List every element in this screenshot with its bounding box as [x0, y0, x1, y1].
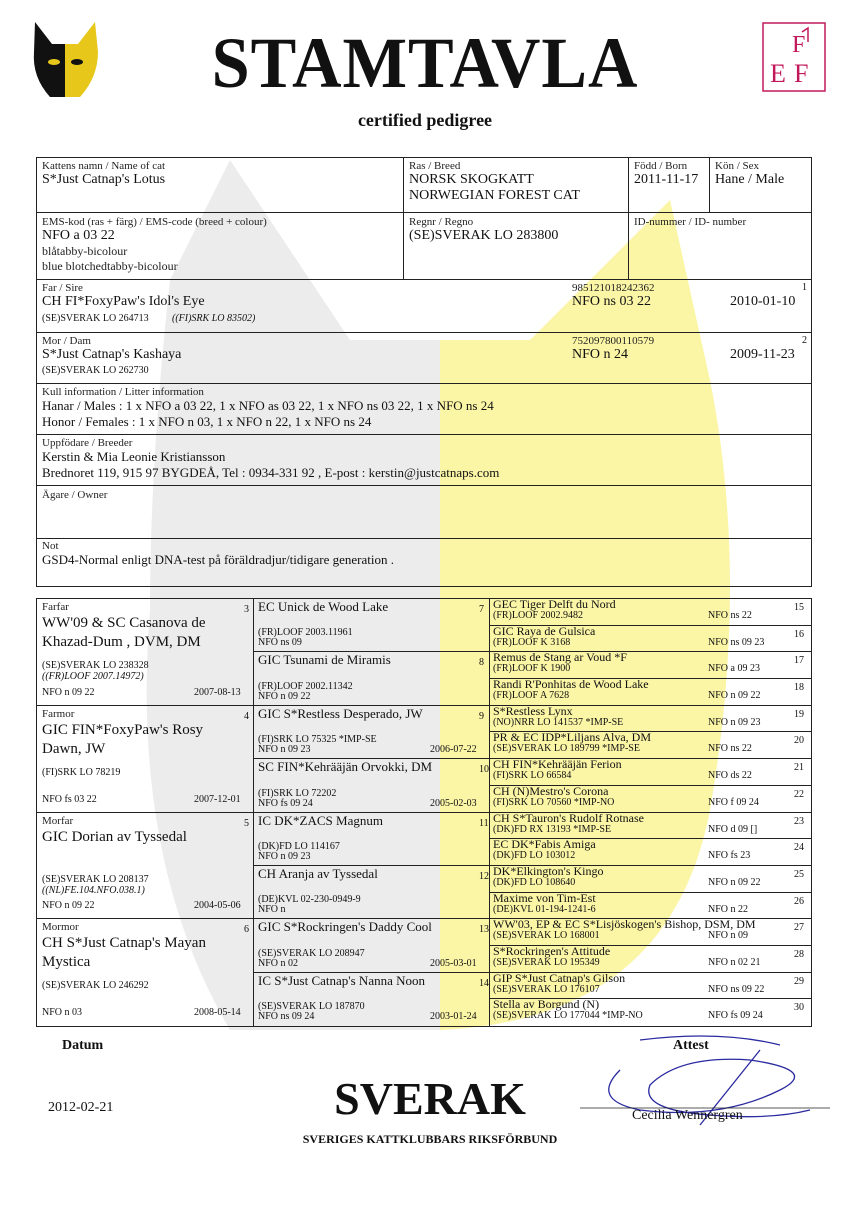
signer-name: Cecilia Wennergren: [632, 1108, 743, 1123]
gg-grandparent-number: 21: [794, 762, 804, 774]
born-date: 2011-11-17: [634, 172, 699, 187]
dam-chip: 752097800110579: [572, 335, 655, 347]
gg-grandparent-name: GIC Raya de Gulsica: [493, 623, 596, 638]
gg-grandparent-regno: (FR)LOOF K 3168: [493, 636, 571, 648]
owner-label: Ägare / Owner: [42, 489, 108, 501]
grandparent-name: WW'09 & SC Casanova de Khazad-Dum , DVM, DM: [42, 615, 206, 650]
great-grandparent-name: GIC S*Rockringen's Daddy Cool: [258, 919, 432, 935]
svg-text:F: F: [794, 59, 809, 88]
grandparent-regno-origin: ((FR)LOOF 2007.14972): [42, 671, 144, 682]
id-number-label: ID-nummer / ID- number: [634, 216, 747, 228]
gg-grandparent-name: S*Restless Lynx: [493, 703, 573, 718]
great-grandparent-number: 14: [479, 977, 489, 989]
svg-text:F: F: [792, 32, 806, 58]
breeder-label: Uppfödare / Breeder: [42, 437, 133, 449]
born-label: Född / Born: [634, 160, 688, 172]
attest-label: Attest: [673, 1038, 709, 1053]
sire-regno: (SE)SVERAK LO 264713: [42, 313, 149, 324]
great-grandparent-name: SC FIN*Kehrääjän Orvokki, DM: [258, 759, 433, 775]
sire-number: 1: [802, 282, 807, 293]
grandparent-number: 5: [244, 817, 249, 829]
grandparent-ems: NFO n 03: [42, 1007, 83, 1018]
grandparent-regno: (SE)SVERAK LO 238328: [42, 660, 149, 671]
document-title: STAMTAVLA: [211, 23, 639, 103]
datum-label: Datum: [62, 1038, 104, 1053]
great-grandparent-regno: (FR)LOOF 2002.11342: [258, 680, 353, 692]
great-grandparent-ems: NFO n 02: [258, 957, 299, 969]
great-grandparent-regno: (DE)KVL 02-230-0949-9: [258, 894, 361, 906]
dam-name: S*Just Catnap's Kashaya: [42, 347, 182, 362]
sire-born: 2010-01-10: [730, 294, 796, 309]
gg-grandparent-ems: NFO n 02 21: [708, 956, 761, 968]
great-grandparent-number: 13: [479, 924, 489, 936]
litter-females: Honor / Females : 1 x NFO n 03, 1 x NFO n 22, 1 x NFO ns 24: [42, 414, 372, 429]
grandparent-label: Morfar: [42, 814, 74, 827]
sire-label: Far / Sire: [42, 282, 83, 294]
gg-grandparent-number: 17: [794, 655, 804, 667]
great-grandparent-ems: NFO fs 09 24: [258, 797, 313, 809]
great-grandparent-name: EC Unick de Wood Lake: [258, 599, 389, 614]
gg-grandparent-name: CH (N)Mestro's Corona: [493, 783, 609, 798]
gg-grandparent-ems: NFO d 09 []: [708, 823, 758, 835]
gg-grandparent-regno: (FI)SRK LO 70560 *IMP-NO: [493, 796, 615, 808]
gg-grandparent-ems: NFO ns 09 22: [708, 983, 765, 995]
fife-logo: [762, 22, 826, 92]
gg-grandparent-number: 15: [794, 602, 804, 613]
grandparent-label: Farfar: [42, 601, 69, 613]
grandparent-born: 2007-08-13: [194, 686, 241, 698]
great-grandparent-number: 12: [479, 870, 489, 882]
gg-grandparent-number: 26: [794, 895, 804, 907]
regno-label: Regnr / Regno: [409, 216, 474, 228]
great-grandparent-ems: NFO n 09 22: [258, 690, 311, 702]
ems-label: EMS-kod (ras + färg) / EMS-code (breed + colour): [42, 216, 267, 228]
grandparent-regno-origin: ((NL)FE.104.NFO.038.1): [42, 884, 145, 896]
gg-grandparent-ems: NFO n 09 23: [708, 716, 761, 728]
gg-grandparent-regno: (DK)FD LO 108640: [493, 876, 576, 888]
great-grandparent-regno: (SE)SVERAK LO 208947: [258, 947, 365, 959]
great-grandparent-number: 7: [479, 604, 484, 615]
gg-grandparent-name: CH FIN*Kehrääjän Ferion: [493, 757, 622, 772]
gg-grandparent-regno: (DE)KVL 01-194-1241-6: [493, 903, 596, 915]
grandparent-name: GIC Dorian av Tyssedal: [42, 828, 187, 845]
svg-text:E: E: [770, 59, 786, 88]
grandparent-born: 2008-05-14: [194, 1007, 241, 1018]
great-grandparent-ems: NFO ns 09: [258, 637, 302, 649]
gg-grandparent-name: EC DK*Fabis Amiga: [493, 837, 596, 852]
gg-grandparent-number: 16: [794, 628, 804, 640]
gg-grandparent-name: GIP S*Just Catnap's Gilson: [493, 970, 626, 985]
breeder-name: Kerstin & Mia Leonie Kristiansson: [42, 449, 226, 464]
great-grandparent-name: IC S*Just Catnap's Nanna Noon: [258, 972, 426, 988]
gg-grandparent-name: PR & EC IDP*Liljans Alva, DM: [493, 730, 652, 745]
gg-grandparent-name: Stella av Borgund (N): [493, 997, 600, 1012]
dam-born: 2009-11-23: [730, 347, 795, 362]
grandparent-label: Farmor: [42, 707, 75, 720]
gg-grandparent-ems: NFO a 09 23: [708, 663, 760, 675]
grandparent-ems: NFO fs 03 22: [42, 793, 97, 805]
great-grandparent-name: IC DK*ZACS Magnum: [258, 812, 383, 828]
great-grandparent-name: GIC Tsunami de Miramis: [258, 652, 391, 668]
gg-grandparent-number: 28: [794, 948, 804, 960]
great-grandparent-name: GIC S*Restless Desperado, JW: [258, 705, 423, 721]
gg-grandparent-name: Randi R'Ponhitas de Wood Lake: [493, 677, 649, 692]
gg-grandparent-ems: NFO ns 22: [708, 610, 752, 621]
great-grandparent-ems: NFO n 09 23: [258, 850, 311, 862]
grandparent-ems: NFO n 09 22: [42, 686, 95, 698]
gg-grandparent-number: 23: [794, 815, 804, 827]
gg-grandparent-regno: (SE)SVERAK LO 189799 *IMP-SE: [493, 743, 640, 755]
cat-name: S*Just Catnap's Lotus: [42, 172, 166, 187]
ems-desc-swedish: blåtabby-bicolour: [42, 244, 128, 258]
grandparent-regno: (FI)SRK LO 78219: [42, 766, 121, 778]
sverak-full-name: SVERIGES KATTKLUBBARS RIKSFÖRBUND: [302, 1132, 558, 1146]
gg-grandparent-regno: (DK)FD RX 13193 *IMP-SE: [493, 823, 612, 835]
great-grandparent-born: 2006-07-22: [430, 744, 477, 756]
grandparent-regno: (SE)SVERAK LO 246292: [42, 980, 149, 992]
grandparent-number: 6: [244, 924, 249, 936]
gg-grandparent-number: 25: [794, 868, 804, 880]
great-grandparent-ems: NFO n 09 23: [258, 744, 311, 756]
issue-date: 2012-02-21: [48, 1100, 114, 1115]
litter-males: Hanar / Males : 1 x NFO a 03 22, 1 x NFO as 03 22, 1 x NFO ns 03 22, 1 x NFO ns 24: [42, 398, 494, 413]
gg-grandparent-regno: (SE)SVERAK LO 176107: [493, 983, 600, 995]
gg-grandparent-ems: NFO n 22: [708, 903, 749, 915]
great-grandparent-born: 2003-01-24: [430, 1011, 477, 1022]
gg-grandparent-number: 24: [794, 842, 804, 854]
great-grandparent-number: 11: [479, 817, 489, 829]
gg-grandparent-number: 30: [794, 1002, 804, 1014]
gg-grandparent-name: CH S*Tauron's Rudolf Rotnase: [493, 810, 644, 825]
breeder-address: Brednoret 119, 915 97 BYGDEÅ, Tel : 0934-331 92 , E-post : kerstin@justcatnaps.com: [42, 465, 500, 480]
grandparent-name: CH S*Just Catnap's Mayan Mystica: [42, 935, 206, 971]
regno-value: (SE)SVERAK LO 283800: [409, 228, 559, 243]
gg-grandparent-ems: NFO n 09: [708, 930, 749, 942]
gg-grandparent-ems: NFO ns 22: [708, 743, 752, 755]
dam-regno: (SE)SVERAK LO 262730: [42, 365, 149, 376]
great-grandparent-regno: (DK)FD LO 114167: [258, 840, 340, 852]
great-grandparent-ems: NFO n: [258, 904, 286, 916]
sire-section: [42, 282, 807, 330]
gg-grandparent-name: WW'03, EP & EC S*Lisjöskogen's Bishop, DSM, DM: [493, 917, 756, 932]
grandparent-ems: NFO n 09 22: [42, 900, 95, 912]
gg-grandparent-number: 18: [794, 682, 804, 694]
grandparent-born: 2004-05-06: [194, 900, 241, 912]
litter-label: Kull information / Litter information: [42, 386, 204, 398]
gg-grandparent-regno: (SE)SVERAK LO 168001: [493, 930, 600, 942]
gg-grandparent-number: 20: [794, 735, 804, 747]
sire-ems: NFO ns 03 22: [572, 294, 651, 309]
dam-ems: NFO n 24: [572, 347, 629, 362]
gg-grandparent-name: S*Rockringen's Attitude: [493, 943, 611, 958]
gg-grandparent-number: 19: [794, 708, 804, 720]
sex-value: Hane / Male: [715, 172, 785, 187]
gg-grandparent-regno: (FR)LOOF A 7628: [493, 690, 570, 702]
gg-grandparent-ems: NFO ns 09 23: [708, 636, 765, 648]
sire-chip: 985121018242362: [572, 282, 655, 294]
great-grandparent-number: 9: [479, 710, 484, 722]
ems-code: NFO a 03 22: [42, 228, 115, 243]
breed-label: Ras / Breed: [409, 160, 461, 172]
great-grandparent-regno: (SE)SVERAK LO 187870: [258, 1001, 365, 1012]
dam-section: [42, 335, 807, 381]
grandparent-label: Mormor: [42, 921, 79, 934]
dam-number: 2: [802, 335, 807, 346]
great-grandparent-regno: (FI)SRK LO 75325 *IMP-SE: [258, 734, 377, 746]
grandparent-born: 2007-12-01: [194, 793, 241, 805]
name-label: Kattens namn / Name of cat: [42, 160, 166, 172]
dam-label: Mor / Dam: [42, 335, 91, 347]
gg-grandparent-name: DK*Elkington's Kingo: [493, 863, 604, 878]
great-grandparent-number: 10: [479, 764, 489, 776]
grandparent-number: 4: [244, 710, 249, 722]
great-grandparent-born: 2005-03-01: [430, 957, 477, 969]
grandparent-name: GIC FIN*FoxyPaw's Rosy Dawn, JW: [42, 721, 204, 757]
gg-grandparent-ems: NFO f 09 24: [708, 796, 759, 808]
gg-grandparent-number: 27: [794, 922, 804, 934]
gg-grandparent-regno: (SE)SVERAK LO 195349: [493, 956, 600, 968]
gg-grandparent-number: 22: [794, 788, 804, 800]
gg-grandparent-name: Maxime von Tim-Est: [493, 890, 596, 905]
gg-grandparent-regno: (NO)NRR LO 141537 *IMP-SE: [493, 716, 624, 728]
gg-grandparent-regno: (DK)FD LO 103012: [493, 850, 576, 862]
sire-regno-origin: ((FI)SRK LO 83502): [172, 313, 256, 324]
ems-desc-english: blue blotchedtabby-bicolour: [42, 259, 178, 273]
gg-grandparent-ems: NFO n 09 22: [708, 876, 761, 888]
great-grandparent-ems: NFO ns 09 24: [258, 1011, 315, 1022]
great-grandparent-born: 2005-02-03: [430, 797, 477, 809]
gg-grandparent-number: 29: [794, 975, 804, 987]
grandparent-regno: (SE)SVERAK LO 208137: [42, 873, 149, 885]
great-grandparent-regno: (FR)LOOF 2003.11961: [258, 627, 353, 639]
sex-label: Kön / Sex: [715, 160, 759, 172]
gg-grandparent-ems: NFO fs 23: [708, 850, 751, 862]
breed-swedish: NORSK SKOGKATT: [409, 172, 534, 187]
grandparent-number: 3: [244, 604, 249, 615]
breed-english: NORWEGIAN FOREST CAT: [409, 188, 580, 203]
great-grandparent-regno: (FI)SRK LO 72202: [258, 787, 337, 799]
sire-name: CH FI*FoxyPaw's Idol's Eye: [42, 294, 205, 309]
gg-grandparent-regno: (FR)LOOF 2002.9482: [493, 610, 584, 621]
gg-grandparent-ems: NFO fs 09 24: [708, 1010, 763, 1022]
note-label: Not: [42, 540, 59, 552]
gg-grandparent-regno: (FI)SRK LO 66584: [493, 770, 572, 782]
gg-grandparent-regno: (FR)LOOF K 1900: [493, 663, 571, 675]
sverak-logo-text: SVERAK: [334, 1073, 526, 1124]
great-grandparent-number: 8: [479, 657, 484, 669]
gg-grandparent-ems: NFO ds 22: [708, 770, 752, 782]
gg-grandparent-regno: (SE)SVERAK LO 177044 *IMP-NO: [493, 1010, 643, 1022]
great-grandparent-name: CH Aranja av Tyssedal: [258, 865, 378, 881]
note-text: GSD4-Normal enligt DNA-test på föräldradjur/tidigare generation .: [42, 552, 394, 567]
gg-grandparent-name: GEC Tiger Delft du Nord: [493, 597, 616, 611]
document-subtitle: certified pedigree: [357, 110, 493, 130]
gg-grandparent-ems: NFO n 09 22: [708, 690, 761, 702]
gg-grandparent-name: Remus de Stang ar Voud *F: [493, 650, 627, 665]
